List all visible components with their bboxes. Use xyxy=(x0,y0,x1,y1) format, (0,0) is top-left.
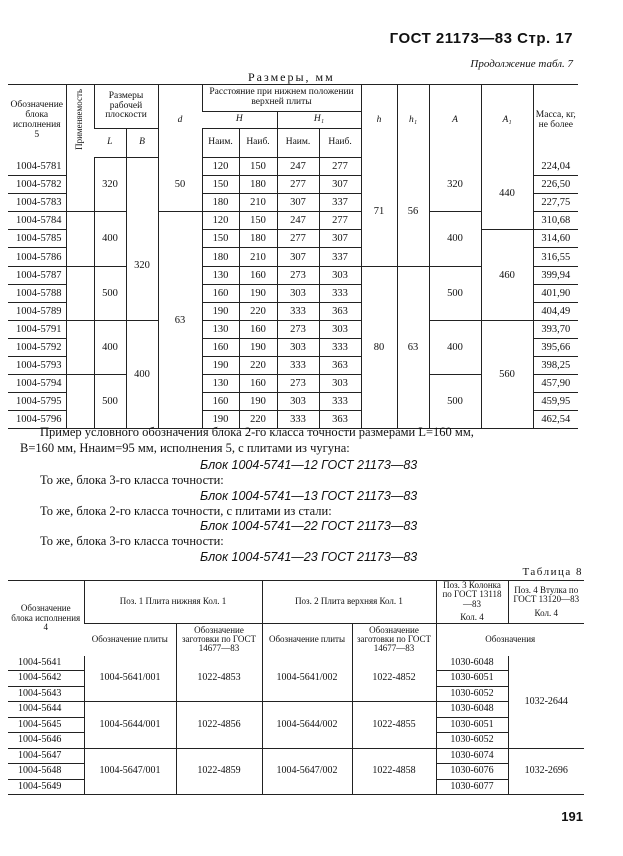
t8-plate2: 1004-5647/002 xyxy=(262,748,352,795)
t8-plate: 1004-5647/001 xyxy=(84,748,176,795)
t7-H1-max: 303 xyxy=(319,375,361,393)
t7-designation: 1004-5783 xyxy=(8,194,66,212)
t8-column: 1030-6076 xyxy=(436,764,508,780)
t8-designation: 1004-5643 xyxy=(8,686,84,702)
t7-H1-min: 247 xyxy=(277,212,319,230)
t7-H-min: 150 xyxy=(202,176,239,194)
t8-column: 1030-6051 xyxy=(436,671,508,687)
table8-label: Таблица 8 xyxy=(522,566,583,578)
t7-mass: 310,68 xyxy=(533,212,578,230)
example-line-5: То же, блока 3-го класса точности: xyxy=(40,534,224,548)
t7-designation: 1004-5794 xyxy=(8,375,66,393)
t8-designation: 1004-5649 xyxy=(8,779,84,795)
t7-H-min: 190 xyxy=(202,302,239,320)
t7-H-max: 160 xyxy=(239,375,277,393)
page-number: 191 xyxy=(561,809,583,824)
example-code-1: Блок 1004-5741—12 ГОСТ 21173—83 xyxy=(200,458,418,472)
t7-H-min: 190 xyxy=(202,411,239,429)
t7-A1: 460 xyxy=(481,230,533,320)
t7-H-min: 130 xyxy=(202,266,239,284)
t7-H-min: 190 xyxy=(202,357,239,375)
t7-applicability-cell xyxy=(66,320,94,374)
t8-designation: 1004-5644 xyxy=(8,702,84,718)
t7-designation: 1004-5781 xyxy=(8,158,66,176)
t8-column: 1030-6052 xyxy=(436,686,508,702)
t8-header-pos1: Поз. 1 Плита нижняя Кол. 1 xyxy=(84,581,262,624)
t8-header-designations: Обозначения xyxy=(436,623,584,656)
t8-designation: 1004-5642 xyxy=(8,671,84,687)
page-header: ГОСТ 21173—83 Стр. 17 xyxy=(389,30,573,47)
t7-H-max: 180 xyxy=(239,176,277,194)
t8-designation: 1004-5641 xyxy=(8,656,84,671)
t7-h1: 56 xyxy=(397,158,429,267)
t7-H-min: 130 xyxy=(202,375,239,393)
t7-mass: 399,94 xyxy=(533,266,578,284)
t8-header-blank: Обозначение заготовки по ГОСТ 14677—83 xyxy=(176,623,262,656)
t8-plate2: 1004-5641/002 xyxy=(262,656,352,702)
t8-column: 1030-6048 xyxy=(436,702,508,718)
t7-A: 400 xyxy=(429,320,481,374)
t7-H1-min: 277 xyxy=(277,230,319,248)
t7-H-max: 220 xyxy=(239,357,277,375)
t7-H1-min: 303 xyxy=(277,393,319,411)
t7-mass: 462,54 xyxy=(533,411,578,429)
t8-header-pos3: Поз. 3 Колонка по ГОСТ 13118—83 Кол. 4 xyxy=(436,581,508,624)
t7-designation: 1004-5789 xyxy=(8,302,66,320)
t7-L: 500 xyxy=(94,266,126,320)
t7-h1: 63 xyxy=(397,266,429,429)
t7-H1-min: 307 xyxy=(277,194,319,212)
example-code-2: Блок 1004-5741—13 ГОСТ 21173—83 xyxy=(200,489,418,503)
t7-H-min: 120 xyxy=(202,212,239,230)
t7-designation: 1004-5793 xyxy=(8,357,66,375)
t8-blank2: 1022-4852 xyxy=(352,656,436,702)
t7-H1-max: 363 xyxy=(319,302,361,320)
t7-designation: 1004-5786 xyxy=(8,248,66,266)
t8-header-plate2: Обозначение плиты xyxy=(262,623,352,656)
t7-H1-min: 273 xyxy=(277,320,319,338)
header-designation: Обозначение блока исполнения 5 xyxy=(8,85,66,158)
t7-A1: 440 xyxy=(481,158,533,230)
t8-header-designation: Обозначение блока исполнения 4 xyxy=(8,581,84,656)
t7-H1-max: 277 xyxy=(319,212,361,230)
header-distance: Расстояние при нижнем положении верхней плиты xyxy=(202,85,361,112)
example-line-1: Пример условного обозначения блока 2-го класса точности размерами L=160 мм, xyxy=(40,425,474,439)
t7-H-max: 220 xyxy=(239,411,277,429)
t8-blank2: 1022-4858 xyxy=(352,748,436,795)
t8-column: 1030-6077 xyxy=(436,779,508,795)
header-H: H xyxy=(202,112,277,129)
t7-H-min: 150 xyxy=(202,230,239,248)
t8-blank2: 1022-4855 xyxy=(352,702,436,749)
t7-L: 320 xyxy=(94,158,126,212)
t7-H1-max: 337 xyxy=(319,248,361,266)
t8-bush: 1032-2644 xyxy=(508,656,584,749)
header-H1-min: Наим. xyxy=(277,129,319,158)
t8-column: 1030-6074 xyxy=(436,748,508,764)
header-d: d xyxy=(158,85,202,158)
t8-header-pos4: Поз. 4 Втулка по ГОСТ 13120—83 Кол. 4 xyxy=(508,581,584,624)
t7-H1-min: 277 xyxy=(277,176,319,194)
t7-H-max: 190 xyxy=(239,284,277,302)
t7-A: 500 xyxy=(429,266,481,320)
t7-H-min: 160 xyxy=(202,338,239,356)
t7-mass: 314,60 xyxy=(533,230,578,248)
t7-mass: 401,90 xyxy=(533,284,578,302)
t7-mass: 226,50 xyxy=(533,176,578,194)
t7-mass: 395,66 xyxy=(533,338,578,356)
t8-blank: 1022-4859 xyxy=(176,748,262,795)
t7-H1-max: 333 xyxy=(319,284,361,302)
header-sizes: Размеры рабочей плоскости xyxy=(94,85,158,129)
t7-B-gap xyxy=(126,158,158,212)
t7-H-min: 160 xyxy=(202,284,239,302)
table-7 xyxy=(8,84,578,429)
t7-H1-min: 303 xyxy=(277,284,319,302)
t7-A: 400 xyxy=(429,212,481,266)
t7-designation: 1004-5788 xyxy=(8,284,66,302)
t7-designation: 1004-5785 xyxy=(8,230,66,248)
t7-B: 320 xyxy=(126,212,158,321)
t7-d: 63 xyxy=(158,212,202,429)
header-B: B xyxy=(126,129,158,158)
header-L: L xyxy=(94,129,126,158)
example-line-2: B=160 мм, Hнаим=95 мм, исполнения 5, с плитами из чугуна: xyxy=(20,441,350,455)
t7-H1-max: 277 xyxy=(319,158,361,176)
t7-H-min: 180 xyxy=(202,248,239,266)
header-h1: h₁ xyxy=(397,85,429,158)
header-A1: A₁ xyxy=(481,85,533,158)
t7-H1-min: 273 xyxy=(277,266,319,284)
t7-H-max: 160 xyxy=(239,266,277,284)
t7-designation: 1004-5792 xyxy=(8,338,66,356)
t7-H-max: 190 xyxy=(239,338,277,356)
t7-H-max: 150 xyxy=(239,212,277,230)
header-H-min: Наим. xyxy=(202,129,239,158)
example-line-3: То же, блока 3-го класса точности: xyxy=(40,473,224,487)
t7-H-min: 130 xyxy=(202,320,239,338)
t7-H-max: 210 xyxy=(239,248,277,266)
t7-H1-min: 333 xyxy=(277,411,319,429)
t7-mass: 227,75 xyxy=(533,194,578,212)
t7-H1-min: 333 xyxy=(277,302,319,320)
t7-applicability-cell xyxy=(66,212,94,266)
t7-H1-max: 307 xyxy=(319,176,361,194)
t7-designation: 1004-5787 xyxy=(8,266,66,284)
t7-mass: 393,70 xyxy=(533,320,578,338)
t7-H1-max: 333 xyxy=(319,393,361,411)
t7-H-max: 160 xyxy=(239,320,277,338)
t7-H-max: 150 xyxy=(239,158,277,176)
t7-H-min: 160 xyxy=(202,393,239,411)
t8-designation: 1004-5645 xyxy=(8,717,84,733)
t7-H1-max: 303 xyxy=(319,266,361,284)
t7-applicability-cell xyxy=(66,158,94,212)
t8-plate: 1004-5641/001 xyxy=(84,656,176,702)
t7-H-max: 190 xyxy=(239,393,277,411)
t7-designation: 1004-5795 xyxy=(8,393,66,411)
t7-H-min: 120 xyxy=(202,158,239,176)
t8-plate2: 1004-5644/002 xyxy=(262,702,352,749)
t7-applicability-cell xyxy=(66,375,94,429)
t7-A: 500 xyxy=(429,375,481,429)
t7-H1-min: 333 xyxy=(277,357,319,375)
t8-column: 1030-6051 xyxy=(436,717,508,733)
t7-designation: 1004-5784 xyxy=(8,212,66,230)
t7-H-max: 210 xyxy=(239,194,277,212)
example-line-4: То же, блока 2-го класса точности, с плитами из стали: xyxy=(40,504,332,518)
t7-mass: 224,04 xyxy=(533,158,578,176)
t7-H1-max: 303 xyxy=(319,320,361,338)
t7-H1-max: 363 xyxy=(319,357,361,375)
t7-d: 50 xyxy=(158,158,202,212)
t7-H1-max: 363 xyxy=(319,411,361,429)
t8-column: 1030-6052 xyxy=(436,733,508,749)
t8-column: 1030-6048 xyxy=(436,656,508,671)
t7-h: 80 xyxy=(361,266,397,429)
t8-blank: 1022-4856 xyxy=(176,702,262,749)
t7-L: 500 xyxy=(94,375,126,429)
t7-designation: 1004-5791 xyxy=(8,320,66,338)
t7-H1-max: 307 xyxy=(319,230,361,248)
t8-header-plate: Обозначение плиты xyxy=(91,634,168,645)
header-H-max: Наиб. xyxy=(239,129,277,158)
example-code-3b: Блок 1004-5741—22 ГОСТ 21173—83 xyxy=(200,519,418,533)
header-H1-max: Наиб. xyxy=(319,129,361,158)
t7-designation: 1004-5796 xyxy=(8,411,66,429)
t8-header-pos2: Поз. 2 Плита верхняя Кол. 1 xyxy=(262,581,436,624)
t7-H-min: 180 xyxy=(202,194,239,212)
example-code-4: Блок 1004-5741—23 ГОСТ 21173—83 xyxy=(200,550,418,564)
t7-mass: 459,95 xyxy=(533,393,578,411)
t7-H-max: 180 xyxy=(239,230,277,248)
t8-designation: 1004-5646 xyxy=(8,733,84,749)
t7-L: 400 xyxy=(94,320,126,374)
table7-caption: Размеры, мм xyxy=(248,70,335,84)
t7-mass: 316,55 xyxy=(533,248,578,266)
t7-A: 320 xyxy=(429,158,481,212)
t7-A1: 560 xyxy=(481,320,533,429)
t8-designation: 1004-5648 xyxy=(8,764,84,780)
t7-H1-min: 307 xyxy=(277,248,319,266)
header-applicability: Применяемость xyxy=(66,85,94,158)
t7-h: 71 xyxy=(361,158,397,267)
t7-applicability-cell xyxy=(66,266,94,320)
t7-H1-min: 273 xyxy=(277,375,319,393)
header-A: A xyxy=(429,85,481,158)
t7-H1-min: 303 xyxy=(277,338,319,356)
header-mass: Масса, кг, не более xyxy=(533,85,578,158)
t7-L: 400 xyxy=(94,212,126,266)
t7-H1-max: 333 xyxy=(319,338,361,356)
t8-blank: 1022-4853 xyxy=(176,656,262,702)
t8-designation: 1004-5647 xyxy=(8,748,84,764)
t7-H-max: 220 xyxy=(239,302,277,320)
t7-H1-max: 337 xyxy=(319,194,361,212)
t7-designation: 1004-5782 xyxy=(8,176,66,194)
t7-mass: 457,90 xyxy=(533,375,578,393)
table-continuation-note: Продолжение табл. 7 xyxy=(470,58,573,70)
t8-plate: 1004-5644/001 xyxy=(84,702,176,749)
t7-B: 400 xyxy=(126,320,158,429)
t8-header-blank2: Обозначение заготовки по ГОСТ 14677—83 xyxy=(352,623,436,656)
table-8 xyxy=(8,580,584,795)
t7-H1-min: 247 xyxy=(277,158,319,176)
t7-mass: 404,49 xyxy=(533,302,578,320)
header-h: h xyxy=(361,85,397,158)
header-H1: H₁ xyxy=(277,112,361,129)
t7-mass: 398,25 xyxy=(533,357,578,375)
t8-bush: 1032-2696 xyxy=(508,748,584,795)
